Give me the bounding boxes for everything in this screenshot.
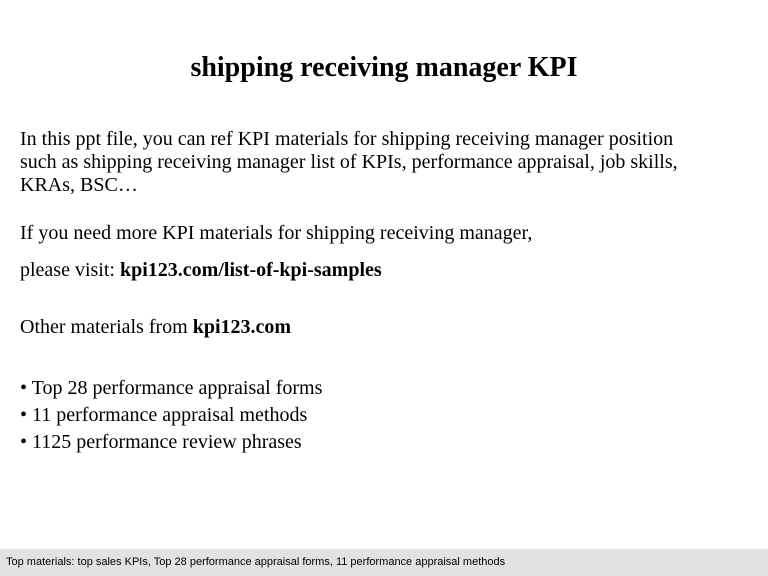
list-item: • 1125 performance review phrases: [20, 431, 302, 453]
intro-line: In this ppt file, you can ref KPI materials for shipping receiving manager position: [20, 128, 674, 150]
other-materials-line: [20, 316, 760, 339]
slide-title: shipping receiving manager KPI: [190, 52, 578, 83]
kpi-samples-link[interactable]: kpi123.com/list-of-kpi-samples: [119, 259, 382, 281]
intro-paragraph: [20, 128, 760, 197]
other-prefix: Other materials from: [20, 316, 193, 338]
list-item: • Top 28 performance appraisal forms: [20, 377, 323, 399]
kpi123-link[interactable]: kpi123.com: [192, 316, 292, 338]
footer-bar: [0, 549, 768, 576]
intro-line: such as shipping receiving manager list of KPIs, performance appraisal, job skills,: [20, 151, 678, 173]
footer-text: Top materials: top sales KPIs, Top 28 performance appraisal forms, 11 performance appraisal methods: [6, 556, 506, 568]
visit-prefix: please visit:: [20, 259, 120, 281]
intro-line: KRAs, BSC…: [20, 174, 138, 196]
materials-list: [20, 375, 760, 456]
visit-line: [20, 259, 760, 282]
need-more-text: If you need more KPI materials for shipping receiving manager,: [20, 222, 533, 244]
list-item: • 11 performance appraisal methods: [20, 404, 308, 426]
